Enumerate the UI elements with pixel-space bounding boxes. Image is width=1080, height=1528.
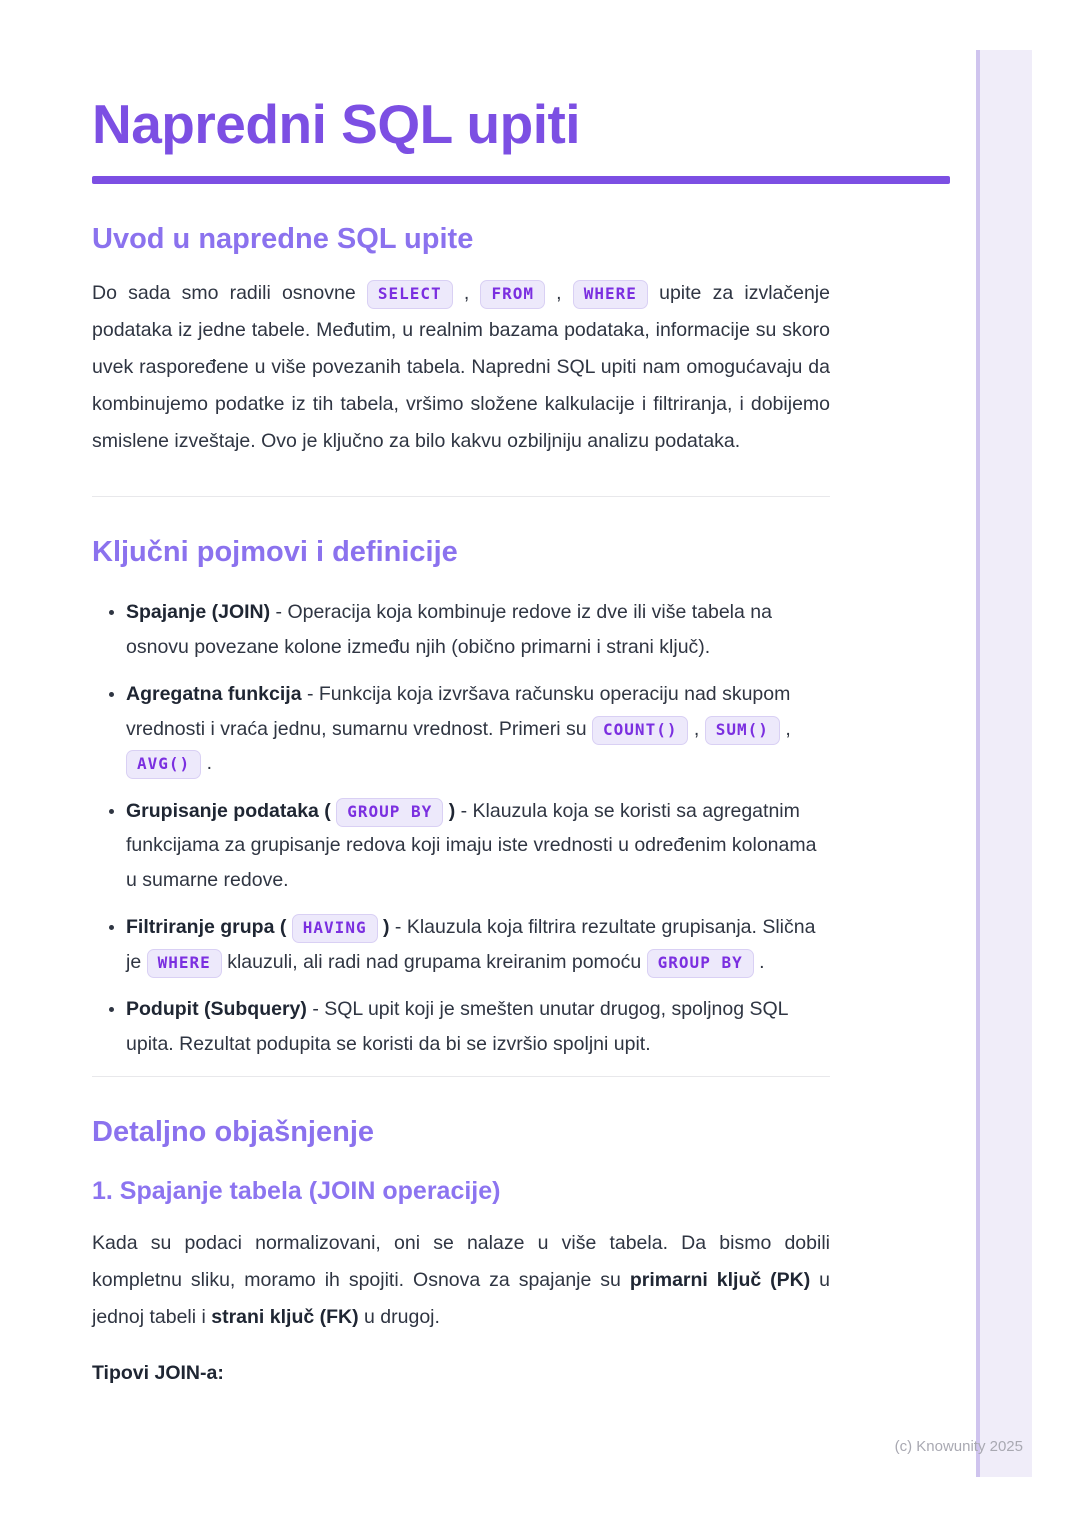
page-title: Napredni SQL upiti xyxy=(92,93,581,155)
inline-code-badge: HAVING xyxy=(292,914,378,943)
list-item-aggregate xyxy=(126,677,830,781)
section-details xyxy=(92,1115,830,1385)
inline-code-badge: SELECT xyxy=(367,280,453,309)
bold-text: Podupit (Subquery) xyxy=(126,998,307,1021)
section-heading-details: Detaljno objašnjenje xyxy=(92,1116,374,1149)
text-run: Kada su podaci normalizovani, oni se nalaze u više tabela. Da bismo dobili kompletnu sliku, moramo ih spojiti. Osnova za spajanje su xyxy=(92,1232,830,1292)
text-run: , xyxy=(688,717,705,740)
text-run: - Funkcija koja izvršava računsku operaciju nad skupom vrednosti i vraća jednu, sumarnu vrednost. Primeri su xyxy=(126,683,791,740)
title-rule xyxy=(92,176,950,184)
inline-code-badge: GROUP BY xyxy=(647,949,754,978)
text-run: - Klauzula koja se koristi sa agregatnim funkcijama za grupisanje redova koji imaju iste vrednosti u određenim kolonama u sumarne redove. xyxy=(126,799,817,891)
section-heading-terms: Ključni pojmovi i definicije xyxy=(92,536,458,569)
next-page-edge-strip xyxy=(976,50,1032,1477)
list-item-group-by xyxy=(126,794,830,898)
text-run: - Operacija koja kombinuje redove iz dve ili više tabela na osnovu povezane kolone između njih (obično primarni i strani ključ). xyxy=(126,601,772,658)
section-terms xyxy=(92,535,830,1061)
text-run: - SQL upit koji je smešten unutar drugog, spoljnog SQL upita. Rezultat podupita se koristi da bi se izvršio spoljni upit. xyxy=(126,998,788,1055)
text-run: - Klauzula koja filtrira rezultate grupisanja. Slična je xyxy=(126,916,816,973)
section-intro xyxy=(92,222,830,460)
inline-code-badge: WHERE xyxy=(147,949,222,978)
bold-text: primarni ključ (PK) xyxy=(629,1269,811,1292)
bold-text: strani ključ (FK) xyxy=(211,1306,359,1329)
join-types-label: Tipovi JOIN-a: xyxy=(92,1362,224,1385)
join-paragraph xyxy=(92,1225,830,1336)
text-run: , xyxy=(452,282,481,305)
copyright-text: (c) Knowunity 2025 xyxy=(894,1438,1023,1455)
bold-text: ) xyxy=(443,799,456,822)
inline-code-badge: COUNT() xyxy=(592,716,688,745)
text-run: , xyxy=(779,717,791,740)
text-run: u jednoj tabeli i xyxy=(92,1269,830,1329)
subsection-heading-join: 1. Spajanje tabela (JOIN operacije) xyxy=(92,1177,501,1206)
bold-text: Agregatna funkcija xyxy=(126,683,302,706)
text-run: Do sada smo radili osnovne xyxy=(92,282,367,305)
list-item-subquery xyxy=(126,992,830,1061)
bold-text: Grupisanje podataka ( xyxy=(126,799,337,822)
inline-code-badge: GROUP BY xyxy=(336,798,443,827)
inline-code-badge: SUM() xyxy=(705,716,780,745)
text-run: , xyxy=(544,282,573,305)
inline-code-badge: FROM xyxy=(480,280,545,309)
definitions-list xyxy=(92,595,830,1061)
document-page xyxy=(92,0,830,1385)
text-run: upite za izvlačenje podataka iz jedne tabele. Međutim, u realnim bazama podataka, informacije su skoro uvek raspoređene u više povezanih tabela. Napredni SQL upiti nam omogućavaju da kombinujemo podatke iz tih tabela, vršimo složene kalkulacije i filtriranja, i dobijemo smislene izveštaje. Ovo je ključno za bilo kakvu ozbiljniju analizu podataka. xyxy=(92,282,830,453)
section-divider xyxy=(92,496,830,497)
inline-code-badge: WHERE xyxy=(573,280,648,309)
inline-code-badge: AVG() xyxy=(126,750,201,779)
text-run: . xyxy=(753,950,765,973)
text-run: klauzuli, ali radi nad grupama kreiranim pomoću xyxy=(221,950,647,973)
bold-text: ) xyxy=(377,916,390,939)
bold-text: Spajanje (JOIN) xyxy=(126,601,271,624)
bold-text: Filtriranje grupa ( xyxy=(126,916,292,939)
list-item-join xyxy=(126,595,830,664)
section-divider xyxy=(92,1076,830,1077)
text-run: u drugoj. xyxy=(358,1306,440,1329)
text-run: . xyxy=(201,752,213,775)
intro-paragraph xyxy=(92,275,830,460)
list-item-having xyxy=(126,910,830,979)
section-heading-intro: Uvod u napredne SQL upite xyxy=(92,223,474,256)
